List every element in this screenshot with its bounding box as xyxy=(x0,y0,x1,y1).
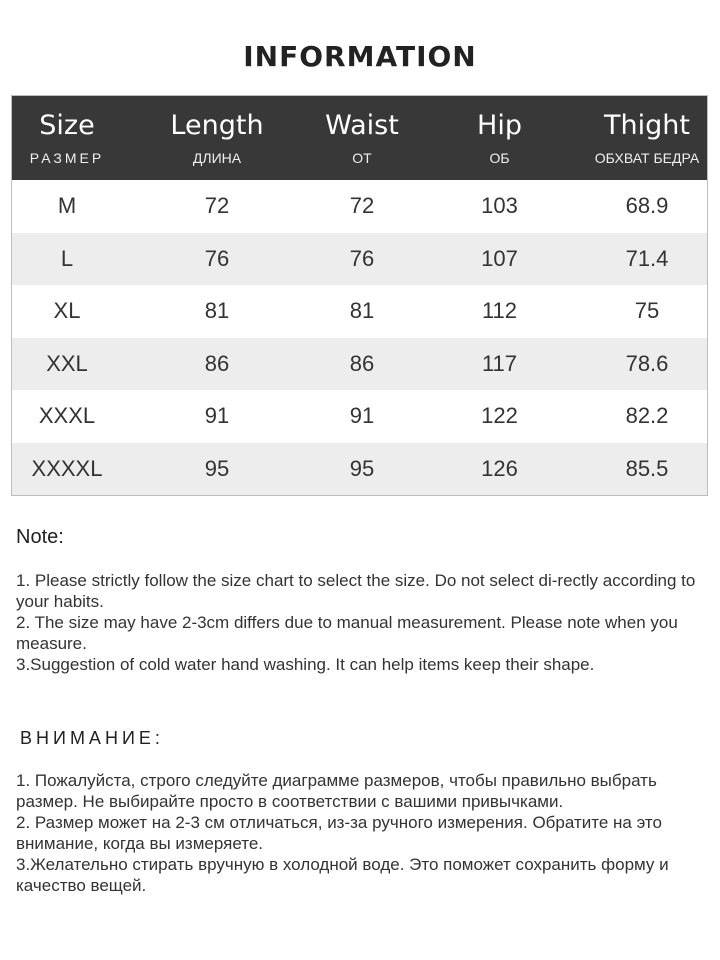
header-waist xyxy=(312,96,412,180)
cell-length: 81 xyxy=(204,298,230,324)
table-row xyxy=(12,338,707,391)
cell-thigh: 75 xyxy=(634,298,660,324)
table-row xyxy=(12,390,707,443)
header-length-sublabel: ДЛИНА xyxy=(192,150,242,166)
header-hip-sublabel: ОБ xyxy=(489,150,510,166)
header-hip xyxy=(412,96,587,180)
table-row xyxy=(12,443,707,496)
cell-hip: 122 xyxy=(481,403,518,429)
cell-length: 95 xyxy=(204,455,230,481)
cell-length: 76 xyxy=(204,245,230,271)
header-size-sublabel: РАЗМЕР xyxy=(29,150,105,166)
header-length xyxy=(122,96,312,180)
cell-length: 72 xyxy=(204,193,230,219)
cell-waist: 76 xyxy=(349,245,375,271)
header-thigh-label: Thight xyxy=(604,110,690,141)
cell-hip: 103 xyxy=(481,193,518,219)
cell-hip: 112 xyxy=(481,298,518,324)
note-line: 1. Please strictly follow the size chart to select the size. Do not select di-rectly according to your habits. xyxy=(16,571,696,611)
russian-note-line: 1. Пожалуйста, строго следуйте диаграмме размеров, чтобы правильно выбрать размер. Не выбирайте просто в соответствии с вашими привычками. xyxy=(16,771,657,811)
cell-size: M xyxy=(57,193,77,219)
header-size xyxy=(12,96,122,180)
table-body xyxy=(12,180,707,495)
cell-hip: 117 xyxy=(481,350,518,376)
cell-waist: 72 xyxy=(349,193,375,219)
header-size-label: Size xyxy=(39,110,95,141)
table-header xyxy=(12,96,707,180)
cell-waist: 95 xyxy=(349,455,375,481)
cell-length: 91 xyxy=(204,403,230,429)
cell-thigh: 82.2 xyxy=(625,403,669,429)
russian-note-heading: ВНИМАНИЕ: xyxy=(20,728,164,748)
cell-thigh: 85.5 xyxy=(625,455,669,481)
cell-hip: 126 xyxy=(481,455,518,481)
russian-note-body xyxy=(16,770,706,896)
header-waist-sublabel: ОТ xyxy=(352,150,372,166)
cell-thigh: 68.9 xyxy=(625,193,669,219)
table-row xyxy=(12,180,707,233)
header-thigh-sublabel: ОБХВАТ БЕДРА xyxy=(594,150,700,166)
russian-note-line: 2. Размер может на 2-3 см отличаться, из-за ручного измерения. Обратите на это внимание, когда вы измеряете. xyxy=(16,813,662,853)
cell-size: L xyxy=(60,245,74,271)
cell-waist: 86 xyxy=(349,350,375,376)
note-heading: Note: xyxy=(16,526,64,548)
cell-size: XXL xyxy=(46,350,88,376)
cell-hip: 107 xyxy=(481,245,518,271)
header-thigh xyxy=(587,96,707,180)
header-hip-label: Hip xyxy=(477,110,522,141)
size-chart-table xyxy=(11,95,708,496)
cell-size: XXXXL xyxy=(31,455,103,481)
table-row xyxy=(12,285,707,338)
note-line: 2. The size may have 2-3cm differs due to manual measurement. Please note when you measure. xyxy=(16,613,678,653)
header-length-label: Length xyxy=(170,110,264,141)
cell-thigh: 71.4 xyxy=(625,245,669,271)
cell-size: XL xyxy=(53,298,81,324)
cell-waist: 91 xyxy=(349,403,375,429)
table-row xyxy=(12,233,707,286)
cell-waist: 81 xyxy=(349,298,375,324)
note-line: 3.Suggestion of cold water hand washing. It can help items keep their shape. xyxy=(16,655,595,674)
cell-size: XXXL xyxy=(38,403,96,429)
header-waist-label: Waist xyxy=(325,110,399,141)
note-body xyxy=(16,570,706,675)
page-title: INFORMATION xyxy=(243,40,477,73)
cell-length: 86 xyxy=(204,350,230,376)
cell-thigh: 78.6 xyxy=(625,350,669,376)
russian-note-line: 3.Желательно стирать вручную в холодной воде. Это поможет сохранить форму и качество вещей. xyxy=(16,855,669,895)
